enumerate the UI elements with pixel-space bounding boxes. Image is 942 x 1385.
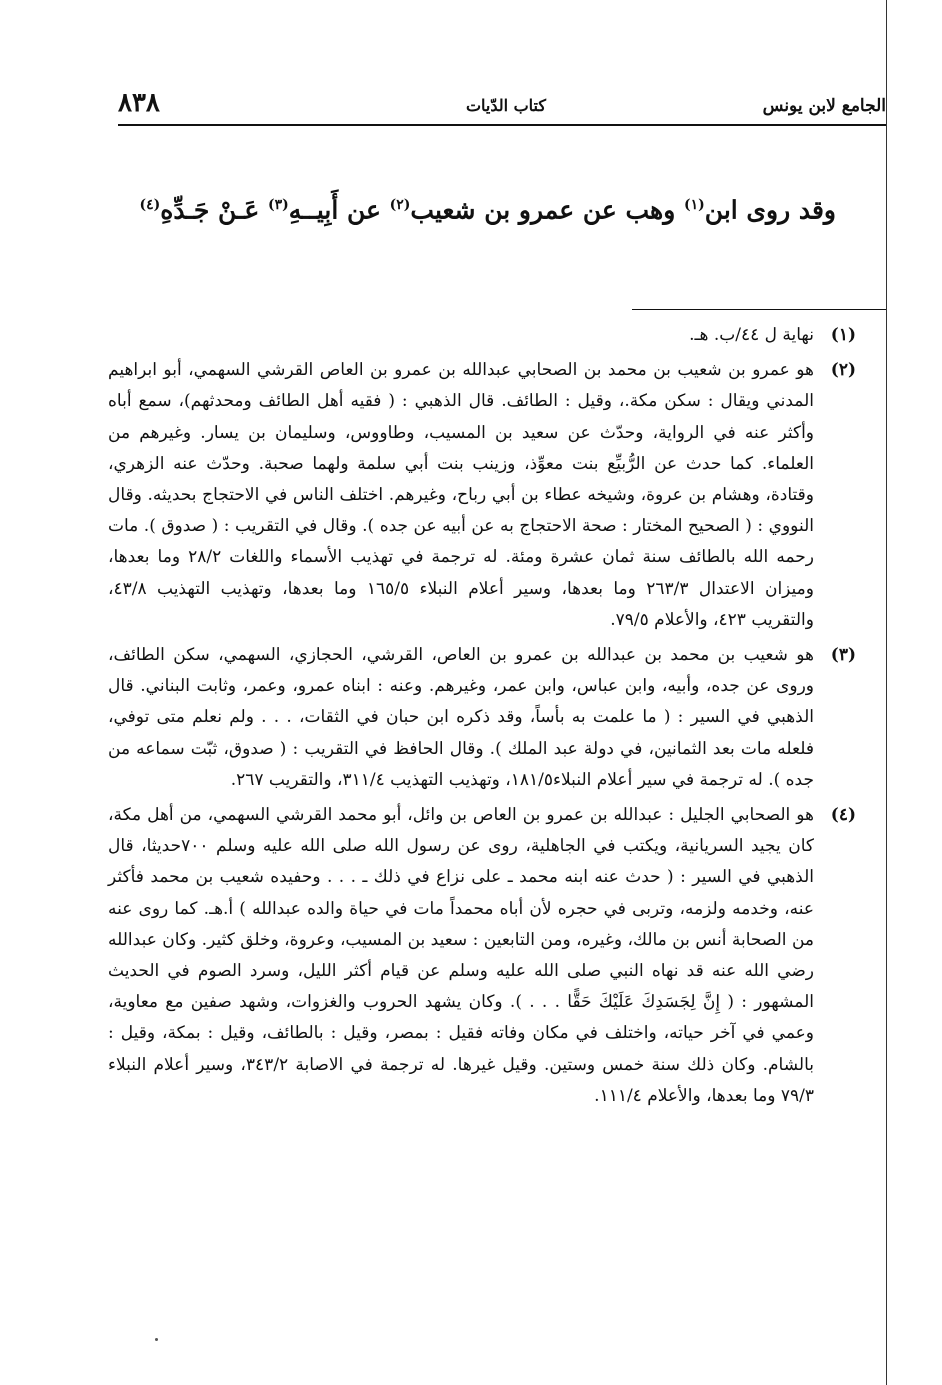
footnote-separator — [632, 309, 886, 310]
footnote-number: (٤) — [830, 805, 856, 826]
running-header — [118, 88, 886, 124]
footnote-ref-3: (٣) — [267, 197, 289, 213]
main-text-part-2: وهب عن عمرو بن شعيب — [410, 195, 685, 225]
footnote-text: نهاية ل ٤٤/ب. هـ. — [689, 325, 814, 345]
header-rule — [118, 124, 886, 126]
main-text-part-1: وقد روى ابن — [704, 195, 836, 225]
scan-speck — [155, 1338, 158, 1341]
main-text-line — [110, 180, 836, 235]
footnote-3 — [108, 640, 856, 796]
page-number: ٨٣٨ — [118, 88, 160, 118]
footnotes-section — [108, 320, 856, 1116]
main-text-part-4: عَـنْ جَـدِّهِ — [160, 195, 268, 225]
footnote-number: (٣) — [830, 645, 856, 666]
footnote-ref-1: (١) — [684, 197, 705, 213]
footnote-text: هو شعيب بن محمد بن عبدالله بن عمرو بن العاص، القرشي، الحجازي، السهمي، سكن الطائف، وروى عن جده، وأبيه، وابن عباس، وابن عمر، وغيرهم. وعنه : ابناه عمرو، وعمر، وثابت البناني. قال الذهبي في السير : ( ما علمت به بأساً، وقد ذكره ابن حبان في الثقات، . . . ولم نعلم متى توفي، فلعله مات بعد الثمانين، في دولة عبد الملك ). وقال الحافظ في التقريب : ( صدوق، ثبّت سماعه من جده ). له ترجمة في سير أعلام النبلاء١٨١/٥، وتهذيب التهذيب ٣١١/٤، والتقريب ٢٦٧. — [108, 645, 814, 790]
footnote-number: (١) — [830, 325, 856, 345]
footnote-4 — [108, 800, 856, 1112]
main-text-part-3: عن أَبِيــهِ — [288, 195, 390, 225]
footnote-text: هو عمرو بن شعيب بن محمد بن الصحابي عبدالله بن عمرو بن العاص القرشي السهمي، أبو ابراهيم المدني ويقال : سكن مكة.، وقيل : الطائف. قال الذهبي : ( فقيه أهل الطائف ومحدثهم)، سمع أباه وأكثر عنه في الرواية، وحدّث عن سعيد بن المسيب، وطاووس، وسليمان بن يسار. وغيرهم من العلماء. كما حدث عن الرُّبيِّع بنت معوِّذ، وزينب بنت أبي سلمة ولهما صحبة. وحدّث عنه الزهري، وقتادة، وهشام بن عروة، وشيخه عطاء بن أبي رباح، وغيرهم. اختلف الناس في الاحتجاج بحديثه. وقال النووي : ( الصحيح المختار : صحة الاحتجاج به عن أبيه عن جده ). وقال في التقريب : ( صدوق ). مات رحمه الله بالطائف سنة ثمان عشرة ومئة. له ترجمة في تهذيب الأسماء واللغات ٢٨/٢ وما بعدها، وميزان الاعتدال ٢٦٣/٣ وما بعدها، وسير أعلام النبلاء ١٦٥/٥ وما بعدها، وتهذيب التهذيب ٤٣/٨، والتقريب ٤٢٣، والأعلام ٧٩/٥. — [108, 360, 814, 630]
footnote-2 — [108, 355, 856, 636]
footnote-number: (٢) — [830, 360, 856, 381]
page-edge-line — [886, 0, 887, 1385]
book-title: الجامع لابن يونس — [762, 96, 886, 116]
footnote-text: هو الصحابي الجليل : عبدالله بن عمرو بن العاص بن وائل، أبو محمد القرشي السهمي، من أهل مكة، كان يجيد السريانية، ويكتب في الجاهلية، روى عن رسول الله صلى الله عليه وسلم ٧٠٠حديثا، قال الذهبي في السير : ( حدث عنه ابنه محمد ـ على نزاع في ذلك ـ . . . وحفيده شعيب بن محمد فأكثر عنه، وخدمه ولزمه، وتربى في حجره لأن أباه محمداً مات في حياة والده عبدالله ) أ.هـ. كما روى عنه من الصحابة أنس بن مالك، وغيره، ومن التابعين : سعيد بن المسيب، وعروة، وخلق كثير. وكان عبدالله رضي الله عنه قد نهاه النبي صلى الله عليه وسلم عن قيام أكثر الليل، وسرد الصوم في الحديث المشهور : ( إِنَّ لِجَسَدِكَ عَلَيْكَ حَقًّا . . . ). وكان يشهد الحروب والغزوات، وشهد صفين مع معاوية، وعمي في آخر حياته، واختلف في مكان وفاته فقيل : بمصر، وقيل : بالطائف، وقيل : بمكة، وقيل : بالشام. وكان ذلك سنة خمس وستين. وقيل غيرها. له ترجمة في الاصابة ٣٤٣/٢، وسير أعلام النبلاء ٧٩/٣ وما بعدها، والأعلام ١١١/٤. — [108, 805, 814, 1106]
chapter-title: كتاب الدّيات — [465, 96, 546, 115]
footnote-1 — [108, 320, 856, 351]
footnote-ref-4: (٤) — [139, 197, 161, 213]
footnote-ref-2: (٢) — [389, 197, 411, 213]
